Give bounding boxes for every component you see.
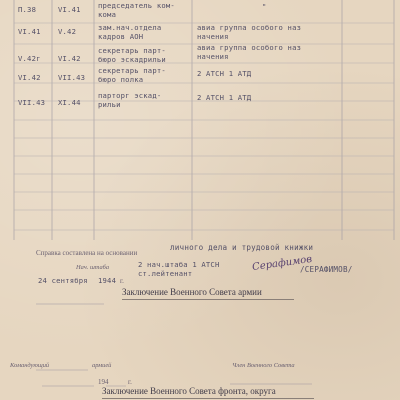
front-title-underline [102, 398, 314, 399]
row-2-start: VI.41 [18, 27, 41, 36]
row-2-position: зам.нач.отдела кадров АОН [98, 23, 162, 41]
council-member-label: Член Военного Совета [232, 362, 295, 369]
row-1-end: VI.41 [58, 5, 81, 14]
signer-rank: ст.лейтенант [138, 269, 193, 278]
commander-label: Командующий [10, 362, 50, 369]
row-4-position: секретарь парт- бюро полка [98, 66, 166, 84]
certification-year: 1944 [98, 276, 117, 285]
certification-year-suffix: г. [120, 277, 124, 285]
army-label: армией [92, 362, 112, 369]
row-3-position: секретарь парт- бюро эскадрильи [98, 46, 166, 64]
army-year-suffix: г. [128, 378, 132, 386]
row-1-start: П.38 [18, 5, 37, 14]
row-1-quote: " [262, 2, 267, 11]
front-council-title: Заключение Военного Совета фронта, округа [102, 386, 276, 396]
row-3-end: VI.42 [58, 54, 81, 63]
signature: Серафимов [251, 253, 313, 274]
row-5-end: XI.44 [58, 98, 81, 107]
row-4-end: VII.43 [58, 73, 86, 82]
certification-date: 24 сентября [38, 276, 88, 285]
row-5-unit: 2 АТСН 1 АТД [197, 93, 252, 102]
reference-basis: личного дела и трудовой книжки [170, 243, 314, 252]
chief-of-staff-label: Нач. штаба [76, 264, 110, 271]
reference-prefix: Справка составлена на основании [36, 249, 138, 257]
row-3-unit: авиа группа особого наз начения [197, 43, 302, 61]
row-4-start: VI.42 [18, 73, 41, 82]
row-5-position: парторг эскад- рильи [98, 91, 162, 109]
row-2-unit: авиа группа особого наз начения [197, 23, 302, 41]
signer-title: 2 нач.штаба 1 АТСН [138, 260, 220, 269]
row-5-start: VII.43 [18, 98, 46, 107]
army-title-underline [122, 299, 294, 300]
row-1-position: председатель ком- кома [98, 1, 175, 19]
row-3-start: V.42г [18, 54, 41, 63]
row-2-end: V.42 [58, 27, 77, 36]
army-council-title: Заключение Военного Совета армии [122, 287, 262, 297]
row-4-unit: 2 АТСН 1 АТД [197, 69, 252, 78]
army-year-prefix: 194 [98, 378, 109, 386]
signer-name: /СЕРАФИМОВ/ [300, 265, 353, 274]
